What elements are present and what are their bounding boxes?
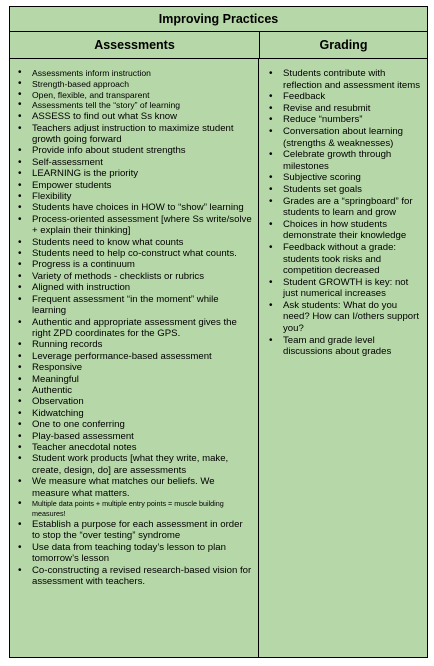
grading-list-item: • Students contribute with reflection and assessment items xyxy=(283,68,423,91)
grading-list-item: • Team and grade level discussions about grades xyxy=(283,335,423,358)
assessment-list-item: • ASSESS to find out what Ss know xyxy=(32,111,252,122)
assessments-header: Assessments xyxy=(10,32,260,58)
grading-list-item: • Student GROWTH is key: not just numerical increases xyxy=(283,277,423,300)
assessment-list-item: • Teachers adjust instruction to maximize student growth going forward xyxy=(32,123,252,146)
assessment-list-item: • Flexibility xyxy=(32,191,252,202)
assessment-list-item: • Leverage performance-based assessment xyxy=(32,351,252,362)
assessment-list-item: • Multiple data points + multiple entry points = muscle building measures! xyxy=(32,499,252,519)
column-headers xyxy=(10,32,427,59)
assessment-list-item: • Students have choices in HOW to “show” learning xyxy=(32,202,252,213)
assessment-list-item: • Strength-based approach xyxy=(32,79,252,90)
assessment-list-item: • Running records xyxy=(32,339,252,350)
table-body xyxy=(10,59,427,658)
assessment-list-item: • Progress is a continuum xyxy=(32,259,252,270)
practices-table xyxy=(9,6,428,658)
table-title: Improving Practices xyxy=(10,7,427,32)
assessments-list xyxy=(10,59,258,587)
assessment-list-item: • Empower students xyxy=(32,180,252,191)
grading-list-item: • Conversation about learning (strengths & weaknesses) xyxy=(283,126,423,149)
assessment-list-item: • Aligned with instruction xyxy=(32,282,252,293)
assessment-list-item: • Use data from teaching today’s lesson to plan tomorrow’s lesson xyxy=(32,542,252,565)
assessment-list-item: • Establish a purpose for each assessment in order to stop the “over testing” syndrome xyxy=(32,519,252,542)
assessment-list-item: • LEARNING is the priority xyxy=(32,168,252,179)
grading-column xyxy=(259,59,427,658)
assessment-list-item: • Open, flexible, and transparent xyxy=(32,90,252,101)
assessment-list-item: • Authentic and appropriate assessment gives the right ZPD coordinates for the GPS. xyxy=(32,317,252,340)
assessment-list-item: • Teacher anecdotal notes xyxy=(32,442,252,453)
grading-list-item: • Feedback xyxy=(283,91,423,103)
assessment-list-item: • We measure what matches our beliefs. We measure what matters. xyxy=(32,476,252,499)
grading-list-item: • Feedback without a grade: students took risks and competition decreased xyxy=(283,242,423,277)
grading-list-item: • Students set goals xyxy=(283,184,423,196)
assessment-list-item: • Responsive xyxy=(32,362,252,373)
grading-list xyxy=(259,59,427,358)
assessments-column xyxy=(10,59,259,658)
grading-list-item: • Celebrate growth through milestones xyxy=(283,149,423,172)
grading-list-item: • Grades are a “springboard” for students to learn and grow xyxy=(283,196,423,219)
assessment-list-item: • Students need to help co-construct what counts. xyxy=(32,248,252,259)
grading-list-item: • Ask students: What do you need? How can I/others support you? xyxy=(283,300,423,335)
assessment-list-item: • Assessments inform instruction xyxy=(32,68,252,79)
assessment-list-item: • Frequent assessment “in the moment” while learning xyxy=(32,294,252,317)
assessment-list-item: • Co-constructing a revised research-based vision for assessment with teachers. xyxy=(32,565,252,588)
assessment-list-item: • Kidwatching xyxy=(32,408,252,419)
assessment-list-item: • Meaningful xyxy=(32,374,252,385)
assessment-list-item: • Provide info about student strengths xyxy=(32,145,252,156)
assessment-list-item: • One to one conferring xyxy=(32,419,252,430)
assessment-list-item: • Assessments tell the “story” of learning xyxy=(32,100,252,111)
assessment-list-item: • Play-based assessment xyxy=(32,431,252,442)
grading-list-item: • Revise and resubmit xyxy=(283,103,423,115)
grading-header: Grading xyxy=(319,38,368,52)
grading-list-item: • Subjective scoring xyxy=(283,172,423,184)
grading-list-item: • Reduce “numbers” xyxy=(283,114,423,126)
assessment-list-item: • Student work products [what they write, make, create, design, do] are assessments xyxy=(32,453,252,476)
assessment-list-item: • Self-assessment xyxy=(32,157,252,168)
assessment-list-item: • Authentic xyxy=(32,385,252,396)
grading-list-item: • Choices in how students demonstrate their knowledge xyxy=(283,219,423,242)
assessment-list-item: • Students need to know what counts xyxy=(32,237,252,248)
assessment-list-item: • Process-oriented assessment [where Ss write/solve + explain their thinking] xyxy=(32,214,252,237)
assessment-list-item: • Observation xyxy=(32,396,252,407)
assessment-list-item: • Variety of methods - checklists or rubrics xyxy=(32,271,252,282)
